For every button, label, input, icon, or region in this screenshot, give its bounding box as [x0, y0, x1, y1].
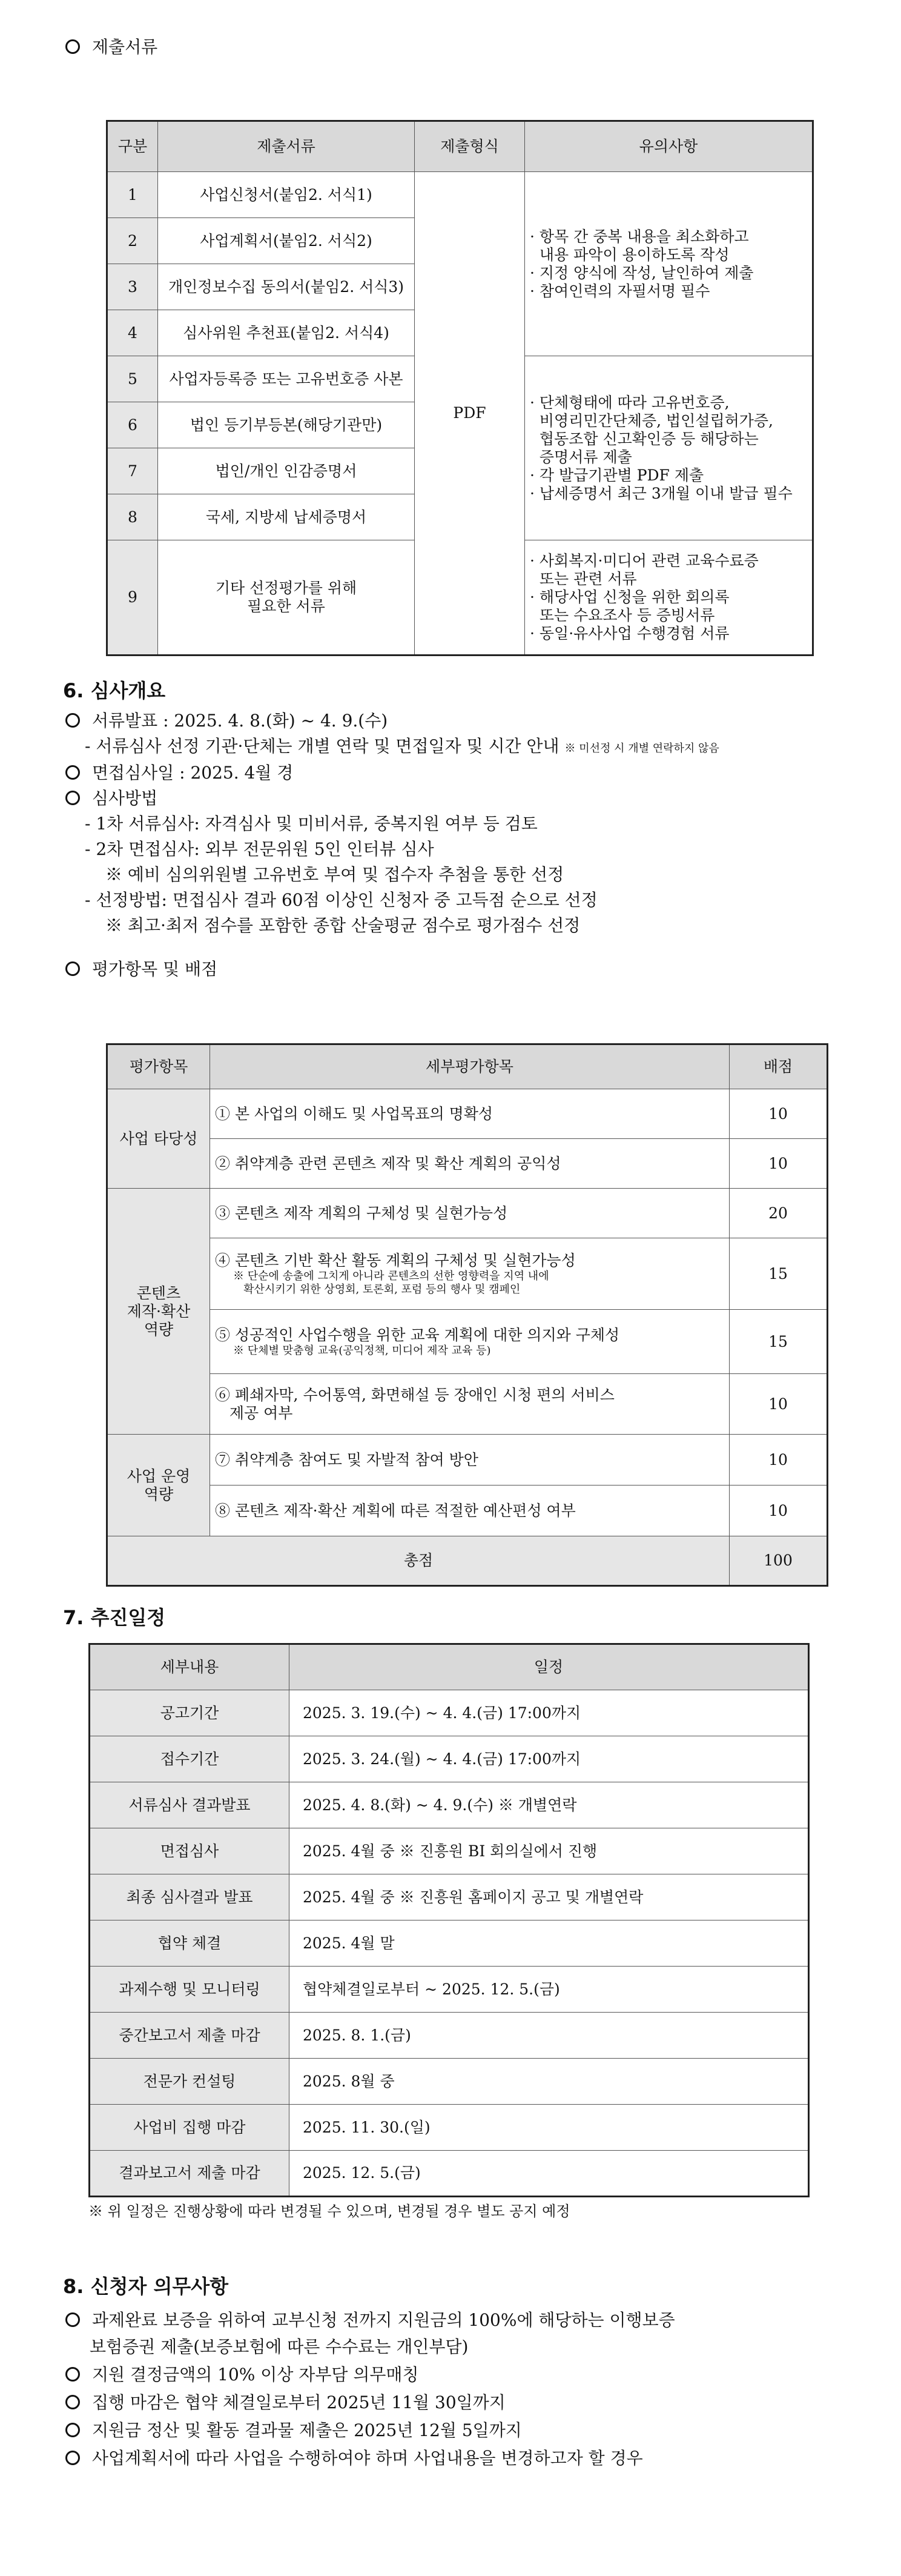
col-header: 유의사항 [525, 121, 813, 172]
method-2: - 2차 면접심사: 외부 전문위원 5인 인터뷰 심사 [85, 839, 434, 859]
schedule-date: 2025. 4. 8.(화) ~ 4. 9.(수) ※ 개별연락 [289, 1782, 809, 1828]
doc-name: 사업계획서(붙임2. 서식2) [158, 218, 415, 264]
doc-name: 법인 등기부등본(해당기관만) [158, 402, 415, 448]
eval-score: 10 [730, 1435, 828, 1486]
hollow-circle-bullet-icon [65, 713, 80, 728]
schedule-date: 2025. 11. 30.(일) [289, 2105, 809, 2151]
duty-item-continuation: 보험증권 제출(보증보험에 따른 수수료는 개인부담) [90, 2337, 469, 2357]
eval-category: 사업 타당성 [107, 1089, 210, 1189]
eval-item: ④ 콘텐츠 기반 확산 활동 계획의 구체성 및 실현가능성 ※ 단순에 송출에 그치게 아니라 콘텐츠의 선한 영향력을 지역 내에 확산시키기 위한 상영회, 토론회, 포럼 등의 행사 및 캠페인 [210, 1238, 730, 1310]
eval-item: ⑤ 성공적인 사업수행을 위한 교육 계획에 대한 의지와 구체성 ※ 단체별 맞춤형 교육(공익정책, 미디어 제작 교육 등) [210, 1310, 730, 1374]
eval-score: 15 [730, 1238, 828, 1310]
eval-item: ⑥ 폐쇄자막, 수어통역, 화면해설 등 장애인 시청 편의 서비스 제공 여부 [210, 1374, 730, 1435]
eval-score: 10 [730, 1089, 828, 1139]
doc-name: 기타 선정평가를 위해 필요한 서류 [158, 540, 415, 656]
row-number: 2 [107, 218, 158, 264]
method-1: - 1차 서류심사: 자격심사 및 미비서류, 중복지원 여부 등 검토 [85, 814, 538, 834]
eval-category: 사업 운영 역량 [107, 1435, 210, 1536]
duty-item: 집행 마감은 협약 체결일로부터 2025년 11월 30일까지 [65, 2392, 506, 2414]
schedule-item: 사업비 집행 마감 [90, 2105, 289, 2151]
eval-item: ⑦ 취약계층 참여도 및 자발적 참여 방안 [210, 1435, 730, 1486]
row-number: 5 [107, 356, 158, 402]
eval-table [106, 1043, 828, 1587]
col-header: 구분 [107, 121, 158, 172]
schedule-date: 2025. 8. 1.(금) [289, 2013, 809, 2059]
duty-item: 과제완료 보증을 위하여 교부신청 전까지 지원금의 100%에 해당하는 이행보증 [65, 2309, 675, 2331]
schedule-note: ※ 위 일정은 진행상황에 따라 변경될 수 있으며, 변경될 경우 별도 공지 예정 [88, 2203, 570, 2220]
schedule-date: 2025. 12. 5.(금) [289, 2151, 809, 2197]
schedule-date: 2025. 4월 중 ※ 진흥원 홈페이지 공고 및 개별연락 [289, 1874, 809, 1920]
row-number: 4 [107, 310, 158, 356]
doc-name: 법인/개인 인감증명서 [158, 448, 415, 494]
col-header: 배점 [730, 1044, 828, 1089]
doc-name: 국세, 지방세 납세증명서 [158, 494, 415, 540]
col-header: 일정 [289, 1644, 809, 1690]
schedule-date: 2025. 3. 19.(수) ~ 4. 4.(금) 17:00까지 [289, 1690, 809, 1736]
schedule-table [88, 1643, 810, 2197]
col-header: 제출서류 [158, 121, 415, 172]
schedule-date: 2025. 8월 중 [289, 2059, 809, 2105]
duty-item: 지원 결정금액의 10% 이상 자부담 의무매칭 [65, 2364, 419, 2386]
hollow-circle-bullet-icon [65, 765, 80, 780]
section-6-heading: 6. 심사개요 [63, 679, 166, 702]
row-number: 1 [107, 172, 158, 218]
eval-table-wrap [106, 1043, 828, 1587]
schedule-date: 2025. 3. 24.(월) ~ 4. 4.(금) 17:00까지 [289, 1736, 809, 1782]
schedule-date: 2025. 4월 말 [289, 1920, 809, 1967]
section-7-heading: 7. 추진일정 [63, 1606, 166, 1629]
eval-score: 10 [730, 1374, 828, 1435]
method-3: - 선정방법: 면접심사 결과 60점 이상인 신청자 중 고득점 순으로 선정 [85, 890, 598, 910]
schedule-item: 협약 체결 [90, 1920, 289, 1967]
doc-notes: · 항목 간 중복 내용을 최소화하고 내용 파악이 용이하도록 작성 · 지정 양식에 작성, 날인하여 제출 · 참여인력의 자필서명 필수 [525, 172, 813, 356]
doc-format: PDF [415, 172, 525, 656]
hollow-circle-bullet-icon [65, 2395, 80, 2409]
eval-item: ⑧ 콘텐츠 제작·확산 계획에 따른 적절한 예산편성 여부 [210, 1486, 730, 1536]
eval-category: 콘텐츠 제작·확산 역량 [107, 1189, 210, 1435]
hollow-circle-bullet-icon [65, 2451, 80, 2465]
hollow-circle-bullet-icon [65, 39, 80, 54]
schedule-date: 협약체결일로부터 ~ 2025. 12. 5.(금) [289, 1967, 809, 2013]
hollow-circle-bullet-icon [65, 961, 80, 976]
docs-title: 제출서류 [65, 36, 157, 58]
eval-item: ① 본 사업의 이해도 및 사업목표의 명확성 [210, 1089, 730, 1139]
schedule-item: 공고기간 [90, 1690, 289, 1736]
schedule-date: 2025. 4월 중 ※ 진흥원 BI 회의실에서 진행 [289, 1828, 809, 1874]
schedule-item: 서류심사 결과발표 [90, 1782, 289, 1828]
schedule-item: 전문가 컨설팅 [90, 2059, 289, 2105]
row-number: 7 [107, 448, 158, 494]
docs-table [106, 120, 814, 656]
doc-name: 사업신청서(붙임2. 서식1) [158, 172, 415, 218]
duty-item: 지원금 정산 및 활동 결과물 제출은 2025년 12월 5일까지 [65, 2420, 522, 2442]
doc-notes: · 사회복지·미디어 관련 교육수료증 또는 관련 서류 · 해당사업 신청을 위한 회의록 또는 수요조사 등 증빙서류 · 동일·유사사업 수행경험 서류 [525, 540, 813, 656]
hollow-circle-bullet-icon [65, 2367, 80, 2382]
doc-name: 사업자등록증 또는 고유번호증 사본 [158, 356, 415, 402]
row-number: 3 [107, 264, 158, 310]
duty-item: 사업계획서에 따라 사업을 수행하여야 하며 사업내용을 변경하고자 할 경우 [65, 2448, 643, 2469]
eval-title-line: 평가항목 및 배점 [65, 958, 217, 980]
row-number: 6 [107, 402, 158, 448]
eval-score: 10 [730, 1139, 828, 1189]
schedule-item: 결과보고서 제출 마감 [90, 2151, 289, 2197]
row-number: 8 [107, 494, 158, 540]
schedule-table-wrap [88, 1643, 810, 2197]
section-8-heading: 8. 신청자 의무사항 [63, 2275, 229, 2298]
row-number: 9 [107, 540, 158, 656]
schedule-item: 최종 심사결과 발표 [90, 1874, 289, 1920]
method-2-note: ※ 예비 심의위원별 고유번호 부여 및 접수자 추첨을 통한 선정 [105, 865, 564, 885]
doc-name: 심사위원 추천표(붙임2. 서식4) [158, 310, 415, 356]
doc-notes: · 단체형태에 따라 고유번호증, 비영리민간단체증, 법인설립허가증, 협동조합 신고확인증 등 해당하는 증명서류 제출 · 각 발급기관별 PDF 제출 · 납세증명서 최근 3개월 이내 발급 필수 [525, 356, 813, 540]
hollow-circle-bullet-icon [65, 2312, 80, 2327]
col-header: 평가항목 [107, 1044, 210, 1089]
schedule-item: 면접심사 [90, 1828, 289, 1874]
schedule-item: 과제수행 및 모니터링 [90, 1967, 289, 2013]
schedule-item: 접수기간 [90, 1736, 289, 1782]
method-title-line: 심사방법 [65, 788, 157, 809]
col-header: 세부내용 [90, 1644, 289, 1690]
method-3-note: ※ 최고·최저 점수를 포함한 종합 산술평균 점수로 평가점수 선정 [105, 915, 581, 935]
doc-result-line: 서류발표 : 2025. 4. 8.(화) ~ 4. 9.(수) [65, 710, 388, 732]
col-header: 제출형식 [415, 121, 525, 172]
eval-score: 10 [730, 1486, 828, 1536]
eval-total: 100 [730, 1536, 828, 1586]
eval-item: ② 취약계층 관련 콘텐츠 제작 및 확산 계획의 공익성 [210, 1139, 730, 1189]
eval-total-label: 총점 [107, 1536, 730, 1586]
col-header: 세부평가항목 [210, 1044, 730, 1089]
hollow-circle-bullet-icon [65, 791, 80, 805]
doc-result-sub: - 서류심사 선정 기관·단체는 개별 연락 및 면접일자 및 시간 안내 ※ 미선정 시 개별 연락하지 않음 [85, 736, 719, 756]
hollow-circle-bullet-icon [65, 2423, 80, 2437]
eval-score: 20 [730, 1189, 828, 1238]
doc-name: 개인정보수집 동의서(붙임2. 서식3) [158, 264, 415, 310]
eval-item: ③ 콘텐츠 제작 계획의 구체성 및 실현가능성 [210, 1189, 730, 1238]
schedule-item: 중간보고서 제출 마감 [90, 2013, 289, 2059]
docs-table-wrap [106, 120, 814, 656]
interview-date-line: 면접심사일 : 2025. 4월 경 [65, 762, 293, 784]
eval-score: 15 [730, 1310, 828, 1374]
